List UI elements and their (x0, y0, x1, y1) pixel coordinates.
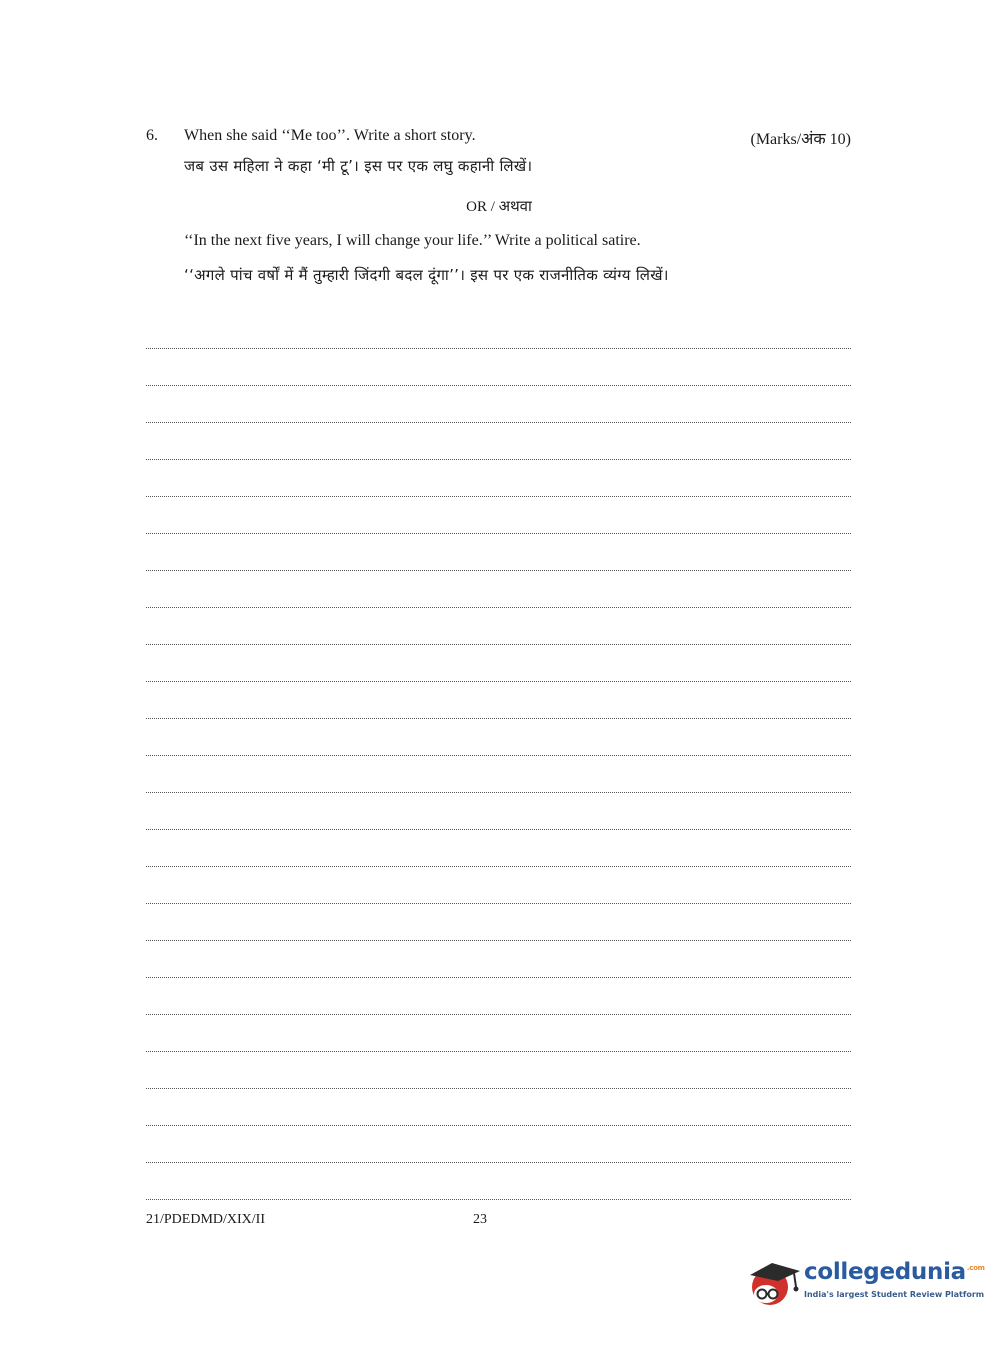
answer-line (146, 793, 851, 830)
answer-line (146, 645, 851, 682)
answer-line (146, 571, 851, 608)
answer-line (146, 386, 851, 423)
marks-label: (Marks/अंक 10) (750, 131, 851, 148)
alternate-question-english: ‘‘In the next five years, I will change your life.’’ Write a political satire. (184, 232, 641, 249)
question-number: 6. (146, 127, 158, 144)
answer-line (146, 460, 851, 497)
answer-line (146, 830, 851, 867)
answer-line (146, 1126, 851, 1163)
answer-line (146, 756, 851, 793)
alternate-question-hindi: ‘‘अगले पांच वर्षों में मैं तुम्हारी जिंदगी बदल दूंगा’’। इस पर एक राजनीतिक व्यंग्य लिखें। (184, 266, 669, 284)
answer-line (146, 682, 851, 719)
or-label: OR / अथवा (466, 199, 532, 215)
answer-line (146, 349, 851, 386)
answer-line (146, 867, 851, 904)
answer-line (146, 423, 851, 460)
paper-code: 21/PDEDMD/XIX/II (146, 1212, 265, 1227)
question-text-hindi: जब उस महिला ने कहा ‘मी टू’। इस पर एक लघु कहानी लिखें। (184, 157, 533, 175)
answer-line (146, 719, 851, 756)
answer-line (146, 941, 851, 978)
logo-tagline: India's largest Student Review Platform (804, 1290, 985, 1299)
answer-line (146, 1089, 851, 1126)
collegedunia-logo (742, 1249, 985, 1313)
answer-line (146, 497, 851, 534)
answer-line (146, 312, 851, 349)
answer-line (146, 1052, 851, 1089)
logo-wordmark: collegedunia$^{.com}$ (804, 1259, 985, 1285)
answer-line (146, 1163, 851, 1200)
answer-line (146, 1015, 851, 1052)
answer-line (146, 608, 851, 645)
answer-line (146, 534, 851, 571)
answer-lines (146, 312, 851, 1200)
answer-line (146, 978, 851, 1015)
or-separator (0, 196, 1002, 216)
page-number: 23 (473, 1212, 487, 1227)
question-text-english: When she said ‘‘Me too’’. Write a short story. (184, 127, 476, 144)
student-mascot-icon (742, 1249, 804, 1311)
answer-line (146, 904, 851, 941)
